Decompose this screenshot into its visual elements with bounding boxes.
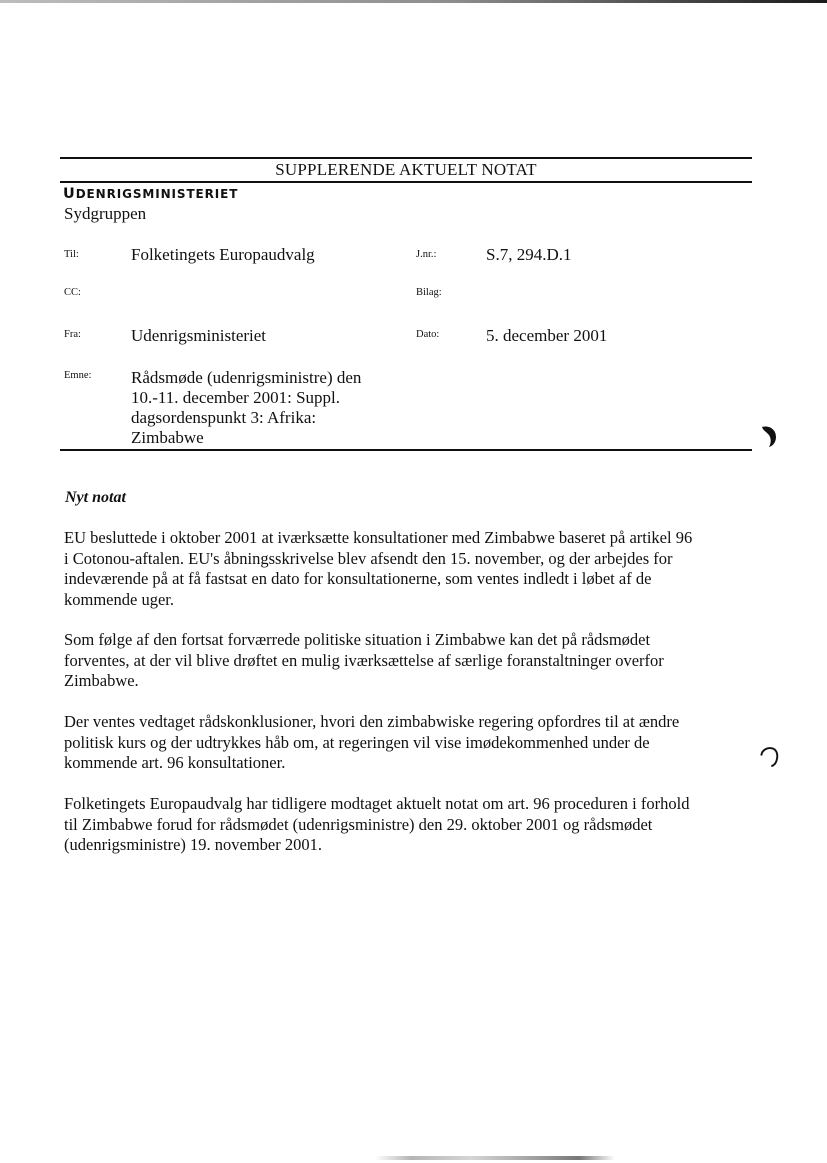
paragraph-line: Som følge af den fortsat forværrede politiske situation i Zimbabwe kan det på rådsmødet (64, 630, 651, 649)
paragraph-line: Zimbabwe. (64, 671, 139, 691)
attachment-label: Bilag: (416, 287, 442, 298)
paragraph-line: kommende uger. (64, 589, 174, 609)
from-value: Udenrigsministeriet (131, 326, 267, 345)
note-type-label: Nyt notat (65, 489, 126, 506)
paragraph (64, 630, 754, 692)
date-value: 5. december 2001 (486, 326, 608, 345)
cc-label: CC: (64, 287, 81, 298)
paragraph-line: EU besluttede i oktober 2001 at iværksætte konsultationer med Zimbabwe baseret på artikel 96 (64, 528, 693, 547)
title-top-rule (60, 157, 752, 159)
from-label: Fra: (64, 329, 81, 340)
journal-number-label: J.nr.: (416, 249, 437, 260)
subject-line: Rådsmøde (udenrigsministre) den (131, 368, 362, 387)
paragraph-line: kommende art. 96 konsultationer. (64, 753, 286, 773)
paragraph-line: i Cotonou-aftalen. EU's åbningsskrivelse blev afsendt den 15. november, og der arbejdes for (64, 548, 673, 568)
subject-label: Emne: (64, 370, 92, 381)
paragraph-line: indeværende på at få fastsat en dato for konsultationerne, som ventes indledt i løbet af de (64, 569, 652, 589)
paragraph-line: (udenrigsministre) 19. november 2001. (64, 835, 322, 855)
paragraph (64, 528, 754, 610)
punch-hole-mark (758, 424, 778, 448)
ministry-initial: U (63, 186, 76, 202)
paragraph (64, 794, 754, 856)
punch-hole-mark (759, 745, 779, 769)
paragraph-line: politisk kurs og der udtrykkes håb om, at regeringen vil vise imødekommenhed under de (64, 732, 650, 752)
department-unit: Sydgruppen (64, 204, 147, 223)
ministry-name (63, 186, 238, 202)
paragraph-line: Folketingets Europaudvalg har tidligere modtaget aktuelt notat om art. 96 proceduren i forhold (64, 794, 690, 813)
scan-edge-line (0, 0, 827, 3)
to-value: Folketingets Europaudvalg (131, 245, 315, 264)
subject-line: 10.-11. december 2001: Suppl. (131, 388, 340, 407)
date-label: Dato: (416, 329, 440, 340)
header-bottom-rule (60, 449, 752, 451)
title-bottom-rule (60, 181, 752, 183)
subject-value (131, 368, 401, 448)
subject-line: Zimbabwe (131, 428, 204, 447)
ministry-rest: DENRIGSMINISTERIET (75, 187, 239, 201)
document-title: SUPPLERENDE AKTUELT NOTAT (275, 160, 537, 179)
to-label: Til: (64, 249, 79, 260)
scan-smudge (375, 1156, 615, 1160)
paragraph-line: forventes, at der vil blive drøftet en mulig iværksættelse af særlige foranstaltninger overfor (64, 650, 664, 670)
subject-line: dagsordenspunkt 3: Afrika: (131, 408, 317, 427)
journal-number-value: S.7, 294.D.1 (486, 245, 572, 264)
paragraph-line: til Zimbabwe forud for rådsmødet (udenrigsministre) den 29. oktober 2001 og rådsmødet (64, 814, 653, 834)
paragraph (64, 712, 754, 774)
paragraph-line: Der ventes vedtaget rådskonklusioner, hvori den zimbabwiske regering opfordres til at ændre (64, 712, 680, 731)
